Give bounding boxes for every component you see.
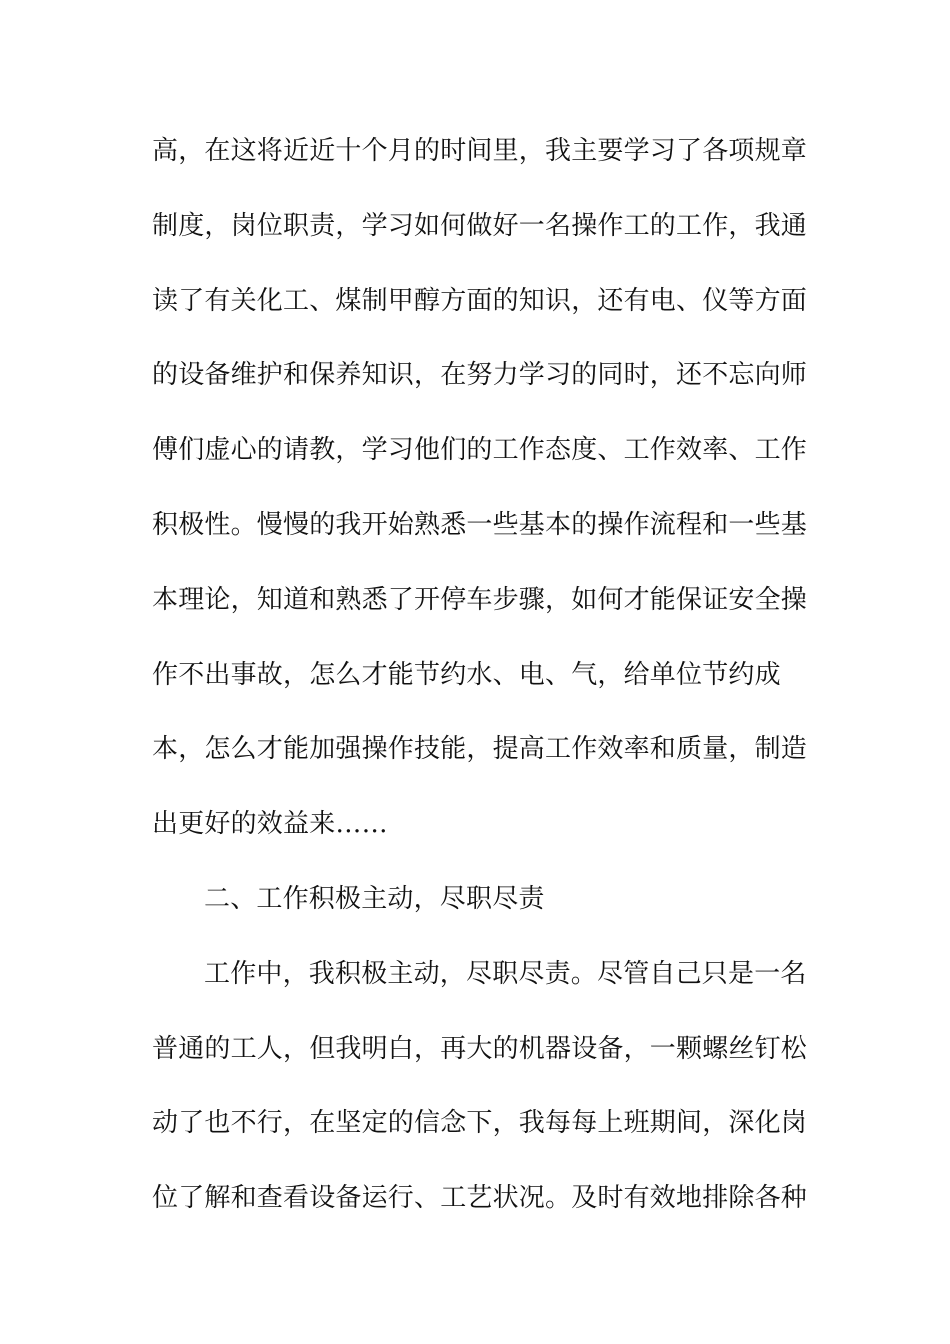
text-line: 作不出事故，怎么才能节约水、电、气，给单位节约成 bbox=[152, 659, 781, 690]
text-line: 读了有关化工、煤制甲醇方面的知识，还有电、仪等方面 bbox=[152, 285, 808, 316]
text-line: 工作中，我积极主动，尽职尽责。尽管自己只是一名 bbox=[204, 958, 807, 989]
text-line: 高，在这将近近十个月的时间里，我主要学习了各项规章 bbox=[152, 136, 808, 166]
text-line: 动了也不行，在坚定的信念下，我每每上班期间，深化岗 bbox=[152, 1108, 808, 1139]
body-text bbox=[152, 124, 812, 1246]
text-line: 制度，岗位职责，学习如何做好一名操作工的工作，我通 bbox=[152, 210, 808, 241]
text-line: 位了解和查看设备运行、工艺状况。及时有效地排除各种 bbox=[152, 1183, 808, 1214]
text-line: 普通的工人，但我明白，再大的机器设备，一颗螺丝钉松 bbox=[152, 1033, 808, 1064]
text-line: 本，怎么才能加强操作技能，提高工作效率和质量，制造 bbox=[152, 734, 808, 765]
text-line: 的设备维护和保养知识，在努力学习的同时，还不忘向师 bbox=[152, 360, 808, 391]
section-heading: 二、工作积极主动，尽职尽责 bbox=[204, 883, 545, 914]
text-line: 傅们虚心的请教，学习他们的工作态度、工作效率、工作 bbox=[152, 435, 808, 466]
text-line: 本理论，知道和熟悉了开停车步骤，如何才能保证安全操 bbox=[152, 584, 808, 615]
text-line: 出更好的效益来…… bbox=[152, 809, 388, 840]
text-line: 积极性。慢慢的我开始熟悉一些基本的操作流程和一些基 bbox=[152, 509, 808, 540]
